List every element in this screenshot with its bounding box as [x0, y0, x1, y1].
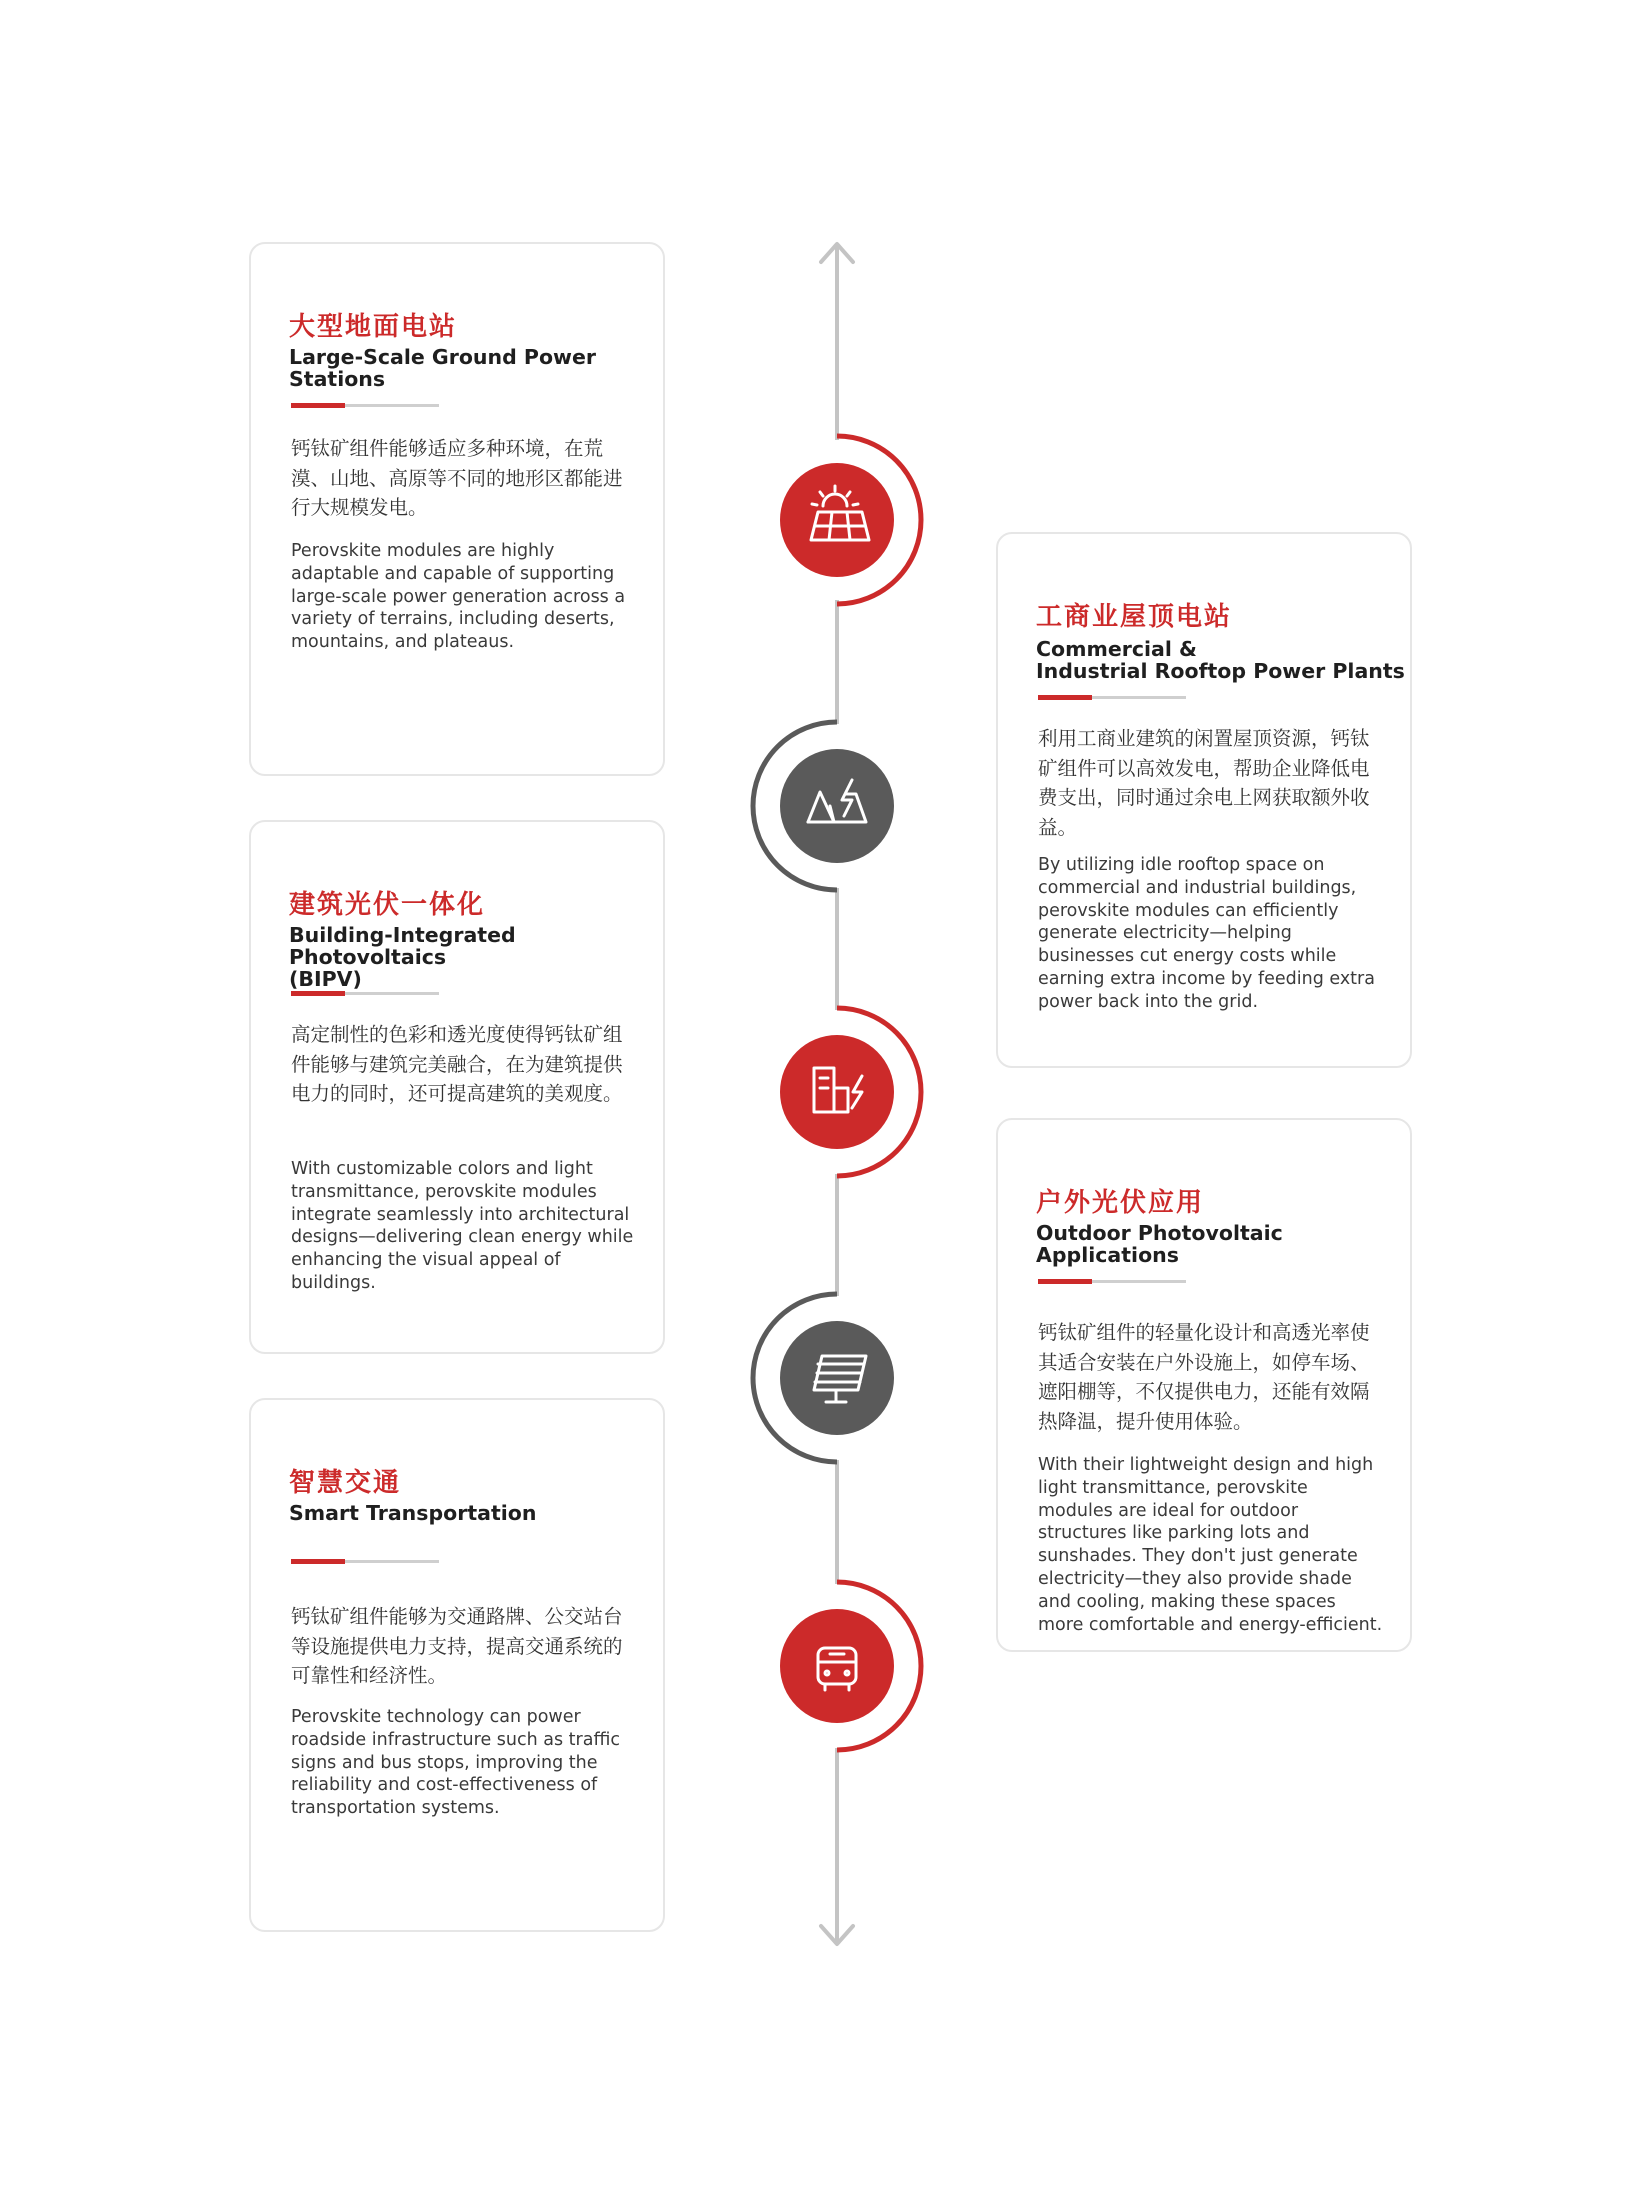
card-body-en: By utilizing idle rooftop space on commercial and industrial buildings, perovskite modules can efficiently generate electricity—helping businesses cut energy costs while earning extra income by feeding extra power back into the grid.	[1038, 855, 1375, 1012]
card-title-cn: 工商业屋顶电站	[1036, 602, 1233, 632]
card-outdoor-pv	[996, 1118, 1412, 1652]
card-body-cn: 高定制性的色彩和透光度使得钙钛矿组件能够与建筑完美融合，在为建筑提供电力的同时，还可提高建筑的美观度。	[291, 1023, 623, 1105]
timeline-node-4	[753, 1294, 894, 1462]
card-title-cn: 建筑光伏一体化	[289, 890, 486, 920]
card-title-cn: 智慧交通	[289, 1468, 402, 1498]
card-title-en: Outdoor Photovoltaic Applications	[1036, 1221, 1283, 1267]
timeline-node-1	[780, 436, 921, 604]
card-smart-transportation	[249, 1398, 665, 1932]
timeline-node-3	[780, 1008, 921, 1176]
card-body-cn: 钙钛矿组件能够适应多种环境，在荒漠、山地、高原等不同的地形区都能进行大规模发电。	[291, 437, 623, 519]
card-bipv	[249, 820, 665, 1354]
card-body-en: Perovskite technology can power roadside infrastructure such as traffic signs and bus stops, improving the reliability and cost-effectiveness of transportation systems.	[291, 1707, 620, 1819]
card-rooftop-power-plants	[996, 532, 1412, 1068]
timeline-node-2	[753, 722, 894, 890]
card-body-en: With their lightweight design and high light transmittance, perovskite modules are ideal for outdoor structures like parking lots and sunshades. They don't just generate electricity—they also provide shade and cooling, making these spaces more comfortable and energy-efficient.	[1038, 1455, 1383, 1635]
card-body-cn: 利用工商业建筑的闲置屋顶资源，钙钛矿组件可以高效发电，帮助企业降低电费支出，同时通过余电上网获取额外收益。	[1038, 727, 1370, 839]
card-divider	[291, 404, 439, 407]
card-divider	[1038, 1280, 1186, 1283]
card-title-en: Large-Scale Ground Power Stations	[289, 345, 596, 391]
card-divider	[291, 1560, 439, 1563]
card-title-cn: 户外光伏应用	[1036, 1188, 1205, 1218]
card-body-en: Perovskite modules are highly adaptable and capable of supporting large-scale power generation across a variety of terrains, including deserts, mountains, and plateaus.	[291, 541, 626, 653]
card-title-en: Commercial & Industrial Rooftop Power Plants	[1036, 637, 1405, 683]
card-body-en: With customizable colors and light transmittance, perovskite modules integrate seamlessly into architectural designs—delivering clean energy while enhancing the visual appeal of buildings.	[291, 1159, 634, 1293]
timeline-node-5	[780, 1582, 921, 1750]
card-divider	[1038, 696, 1186, 699]
card-title-en: Smart Transportation	[289, 1501, 537, 1525]
card-body-cn: 钙钛矿组件的轻量化设计和高透光率使其适合安装在户外设施上，如停车场、遮阳棚等，不仅提供电力，还能有效隔热降温，提升使用体验。	[1038, 1321, 1370, 1433]
card-title-cn: 大型地面电站	[289, 312, 458, 342]
card-body-cn: 钙钛矿组件能够为交通路牌、公交站台等设施提供电力支持，提高交通系统的可靠性和经济性。	[291, 1605, 623, 1687]
card-title-en: Building-Integrated Photovoltaics (BIPV)	[289, 923, 516, 991]
card-divider	[291, 992, 439, 995]
card-ground-power-stations	[249, 242, 665, 776]
